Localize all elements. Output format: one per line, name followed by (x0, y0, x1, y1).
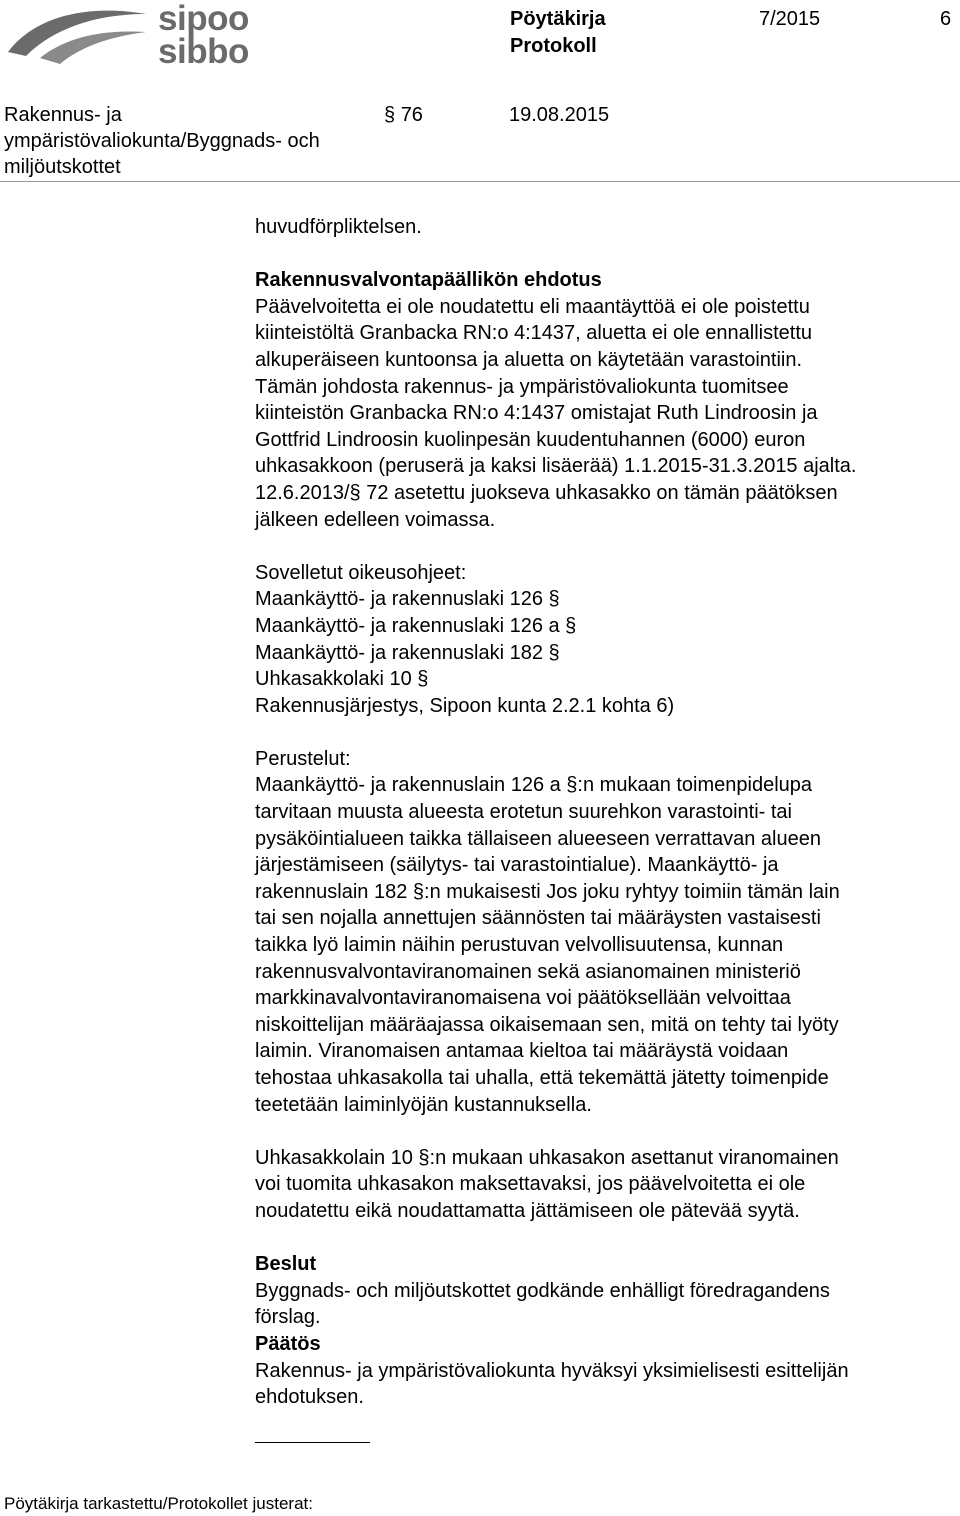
law-item: Maankäyttö- ja rakennuslaki 182 § (255, 641, 560, 664)
logo-line-2: sibbo (158, 32, 249, 71)
laws-heading: Sovelletut oikeusohjeet: (255, 561, 467, 584)
paatos-text (255, 1358, 955, 1411)
text-line: kiinteistöltä Granbacka RN:o 4:1437, aluetta ei ole ennallistettu (255, 322, 813, 345)
header-divider (0, 181, 960, 182)
committee-line-2: ympäristövaliokunta/Byggnads- och (4, 130, 320, 152)
text-line: 12.6.2013/§ 72 asetettu juokseva uhkasakko on tämän päätöksen (255, 481, 838, 504)
section-number: § 76 (384, 104, 423, 126)
text-line: markkinavalvontaviranomaisena voi päätöksellään velvoittaa (255, 987, 791, 1010)
protocol-number: 7/2015 (759, 8, 821, 30)
logo-swoosh-icon (0, 0, 150, 72)
law-item: Uhkasakkolaki 10 § (255, 668, 429, 691)
paatos-heading: Päätös (255, 1332, 321, 1355)
text-line: tai sen nojalla annettujen säännösten tai määräysten vastaisesti (255, 907, 821, 930)
text-line: tehostaa uhkasakolla tai uhalla, että tekemättä jätetty toimenpide (255, 1067, 829, 1089)
text-line: niskoittelijan määräajassa oikaisemaan sen, mitä on tehty tai lyöty (255, 1013, 839, 1036)
fine-law-text (255, 1145, 955, 1225)
text-line: tarvitaan muusta alueesta erotetun suurehkon varastointi- tai (255, 801, 792, 824)
section-value: 76 (400, 104, 423, 126)
text-line: taikka lyö laimin näihin perustuvan velvollisuutensa, kunnan (255, 934, 784, 957)
proposal-text (255, 294, 955, 533)
logo-line-1: sipoo (158, 0, 249, 38)
text-line: laimin. Viranomaisen antamaa kieltoa tai määräystä voidaan (255, 1040, 789, 1063)
text-line: rakennusvalvontaviranomainen sekä asianomainen ministeriö (255, 960, 801, 983)
intro-text: huvudförpliktelsen. (255, 216, 422, 238)
grounds-text (255, 772, 955, 1118)
beslut-text (255, 1278, 955, 1331)
text-line: jälkeen edelleen voimassa. (255, 508, 496, 531)
text-line: förslag. (255, 1306, 321, 1329)
committee-line-1: Rakennus- ja (4, 104, 122, 126)
footer-checked-label: Pöytäkirja tarkastettu/Protokollet justerat: (4, 1494, 313, 1513)
doc-type-fi: Pöytäkirja (510, 8, 606, 30)
text-line: ehdotuksen. (255, 1386, 364, 1409)
text-line: Uhkasakkolain 10 §:n mukaan uhkasakon asettanut viranomainen (255, 1146, 839, 1169)
text-line: Päävelvoitetta ei ole noudatettu eli maantäyttöä ei ole poistettu (255, 295, 810, 318)
text-line: voi tuomita uhkasakon maksettavaksi, jos päävelvoitetta ei ole (255, 1173, 806, 1196)
text-line: Maankäyttö- ja rakennuslain 126 a §:n mukaan toimenpidelupa (255, 774, 813, 797)
text-line: järjestämiseen (säilytys- tai varastointialue). Maankäyttö- ja (255, 854, 779, 877)
laws-list (255, 586, 955, 719)
meeting-date: 19.08.2015 (509, 104, 610, 126)
committee-line-3: miljöutskottet (4, 156, 121, 178)
minutes-body (255, 214, 955, 1411)
beslut-heading: Beslut (255, 1253, 317, 1276)
page-number: 6 (940, 8, 952, 30)
proposal-heading: Rakennusvalvontapäällikön ehdotus (255, 269, 602, 292)
text-line: noudatettu eikä noudattamatta jättämiseen ole pätevää syytä. (255, 1199, 800, 1222)
text-line: kiinteistön Granbacka RN:o 4:1437 omistajat Ruth Lindroosin ja (255, 402, 818, 425)
text-line: uhkasakkoon (peruserä ja kaksi lisäerää) 1.1.2015-31.3.2015 ajalta. (255, 455, 857, 478)
signature-line (255, 1442, 370, 1443)
text-line: rakennuslain 182 §:n mukaisesti Jos joku ryhtyy toimiin tämän lain (255, 880, 840, 903)
text-line: Gottfrid Lindroosin kuolinpesän kuudentuhannen (6000) euron (255, 428, 806, 451)
grounds-heading: Perustelut: (255, 747, 351, 770)
doc-type-sv: Protokoll (510, 35, 597, 57)
text-line: Tämän johdosta rakennus- ja ympäristövaliokunta tuomitsee (255, 375, 789, 398)
committee-name (4, 102, 384, 180)
text-line: Rakennus- ja ympäristövaliokunta hyväksyi yksimielisesti esittelijän (255, 1359, 849, 1382)
text-line: teetetään laiminlyöjän kustannuksella. (255, 1093, 592, 1116)
law-item: Rakennusjärjestys, Sipoon kunta 2.2.1 kohta 6) (255, 694, 675, 717)
law-item: Maankäyttö- ja rakennuslaki 126 § (255, 588, 560, 611)
text-line: alkuperäiseen kuntoonsa ja aluetta on käytetään varastointiin. (255, 348, 803, 371)
text-line: pysäköintialueen taikka tällaiseen alueeseen verrattavan alueen (255, 827, 821, 850)
sipoo-sibbo-logo (0, 0, 260, 72)
text-line: Byggnads- och miljöutskottet godkände enhälligt föredragandens (255, 1279, 830, 1302)
logo-wordmark (158, 0, 249, 71)
law-item: Maankäyttö- ja rakennuslaki 126 a § (255, 614, 577, 637)
